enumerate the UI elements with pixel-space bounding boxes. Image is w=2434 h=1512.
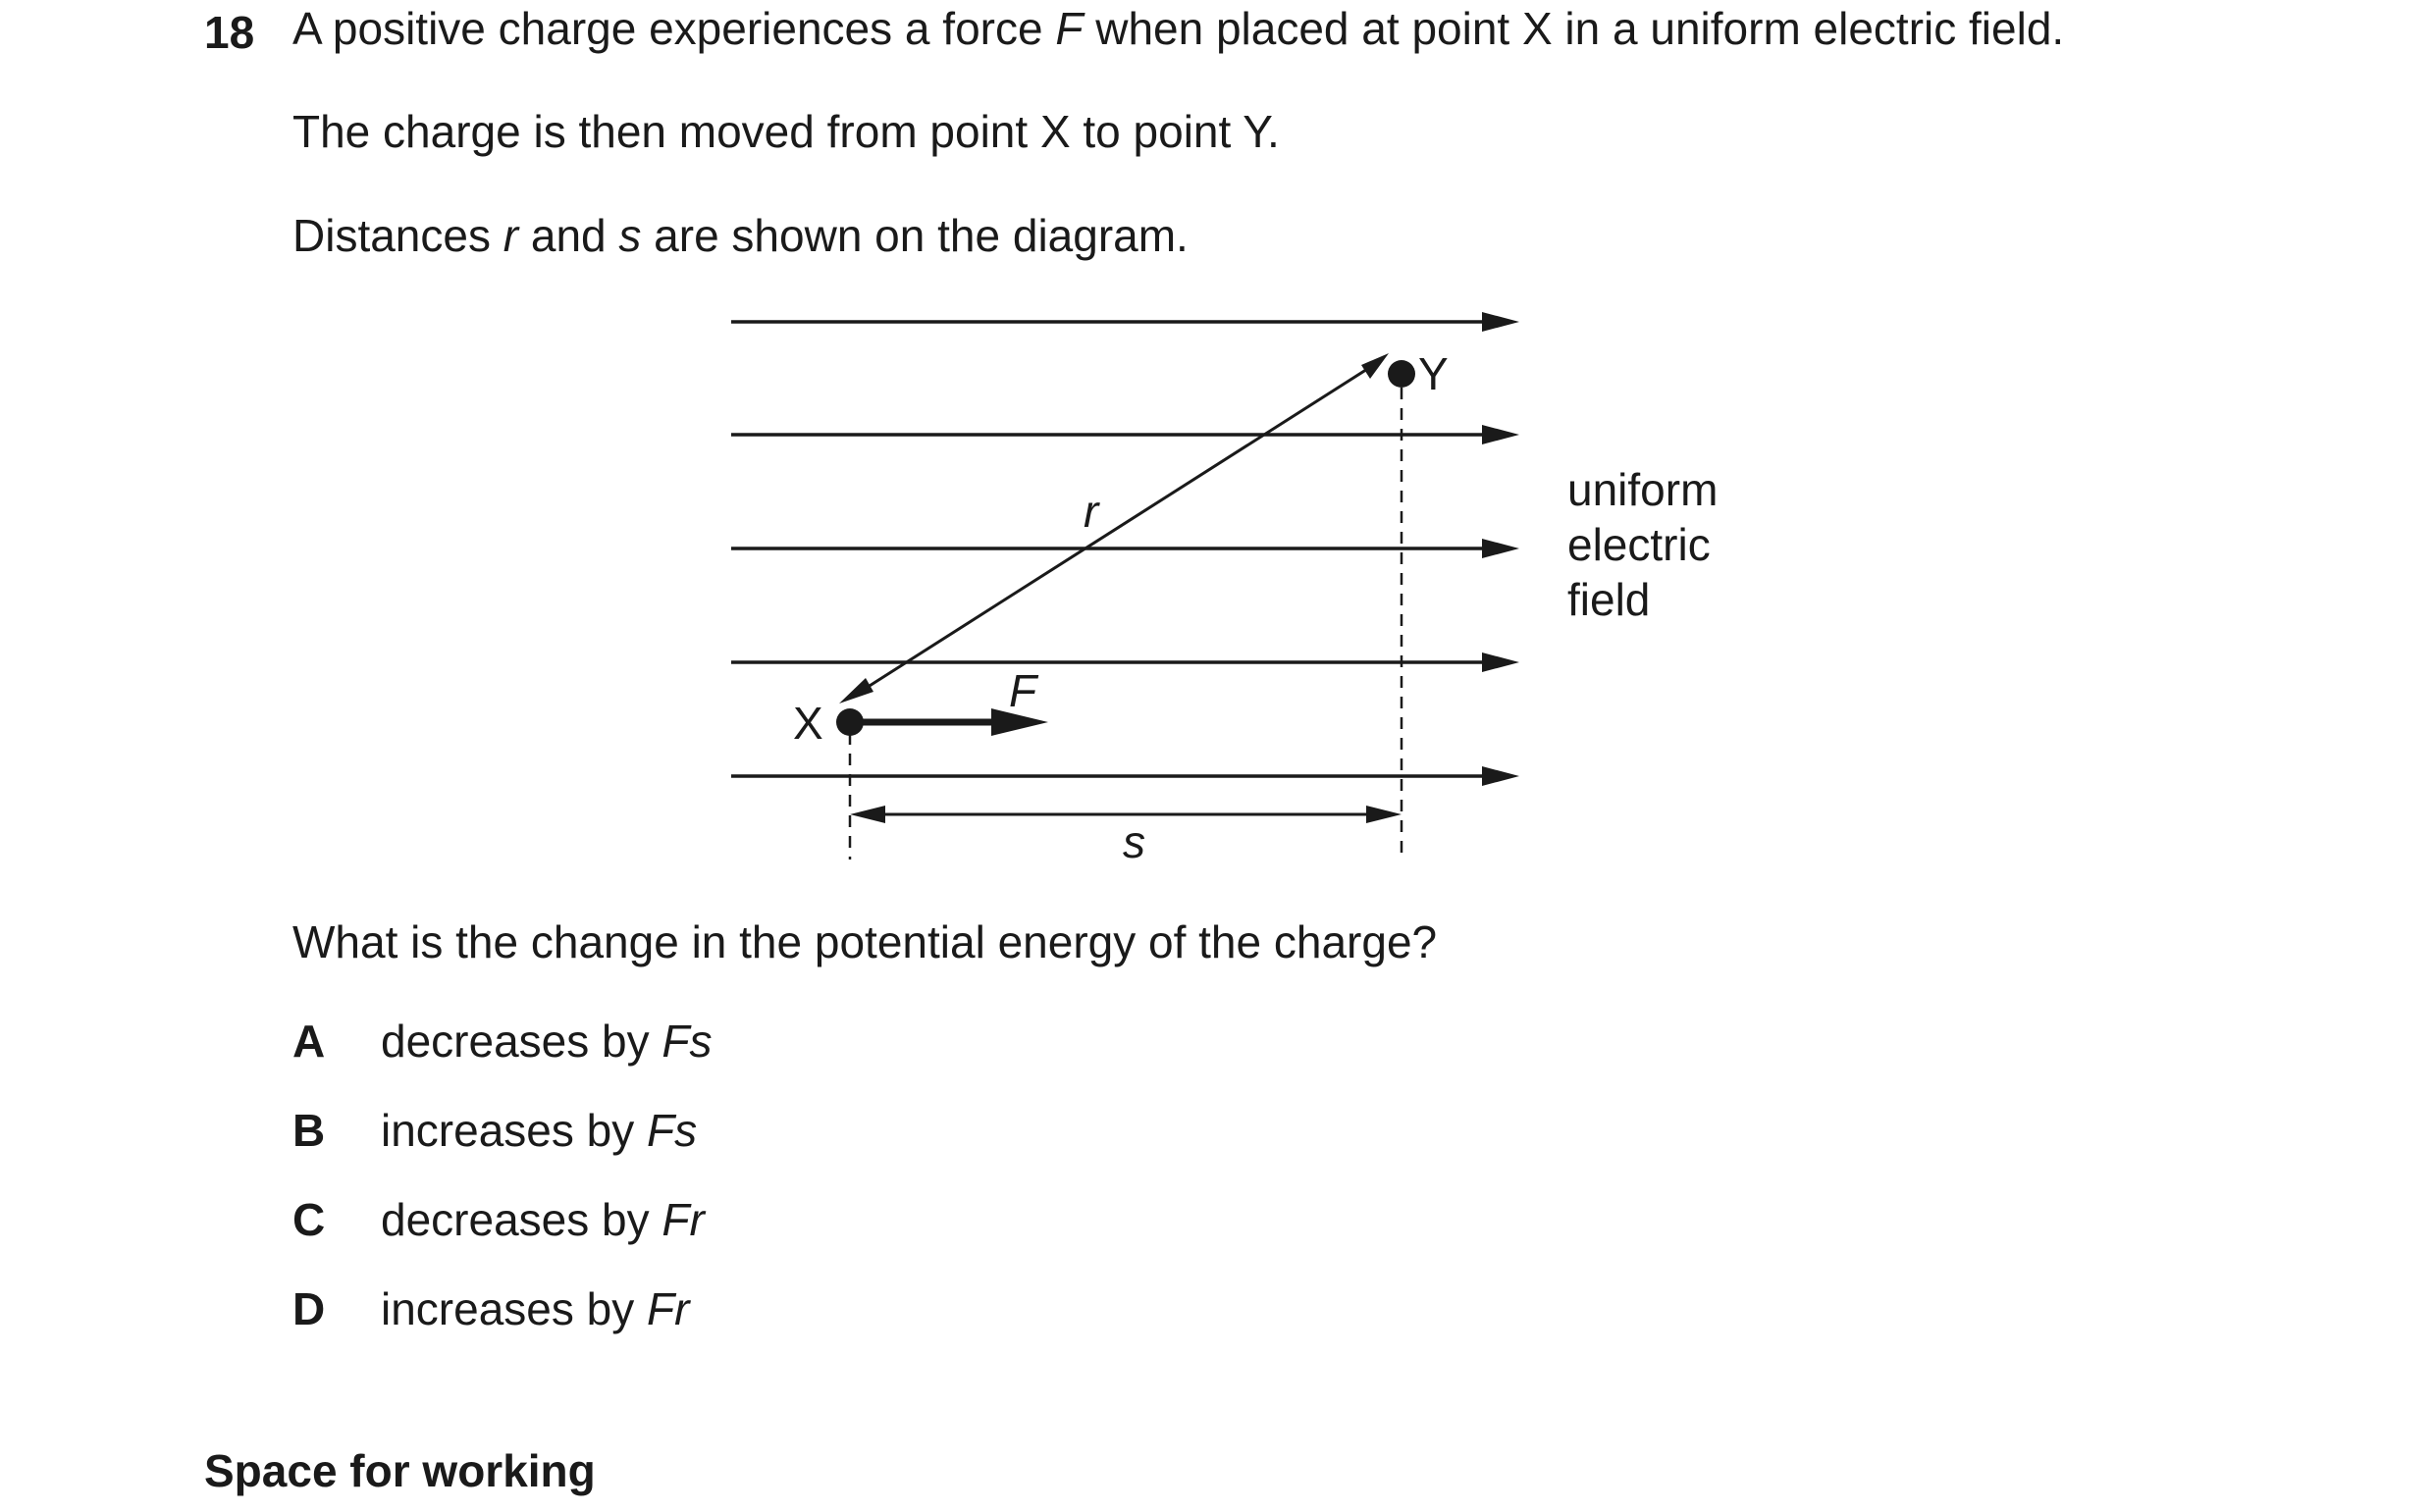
- option-c-text[interactable]: [381, 1194, 705, 1245]
- working-space-heading: Space for working: [204, 1445, 596, 1496]
- option-a-text[interactable]: [381, 1016, 713, 1067]
- s-arrowhead-left: [850, 806, 885, 823]
- distance-r-variable: r: [503, 210, 519, 261]
- question-line-3-start: Distances: [292, 210, 503, 261]
- question-number: 18: [204, 7, 255, 58]
- distance-s-variable: s: [618, 210, 642, 261]
- option-c-expression: Fr: [661, 1194, 705, 1245]
- option-d-expression: Fr: [647, 1283, 690, 1334]
- option-c-letter[interactable]: C: [292, 1194, 326, 1245]
- option-b-words: increases by: [381, 1105, 648, 1156]
- point-x-label: X: [793, 698, 823, 749]
- field-arrowhead: [1482, 539, 1519, 558]
- question-line-1-end: when placed at point X in a uniform electric field.: [1083, 3, 2065, 54]
- r-arrowhead-x: [839, 678, 873, 704]
- force-label: F: [1009, 665, 1037, 716]
- r-arrowhead-y: [1361, 353, 1389, 379]
- option-b-letter[interactable]: B: [292, 1105, 326, 1156]
- point-y-label: Y: [1418, 348, 1449, 399]
- question-line-1-start: A positive charge experiences a force: [292, 3, 1056, 54]
- question-prompt: What is the change in the potential energy of the charge?: [292, 916, 1438, 967]
- option-b-expression: Fs: [647, 1105, 698, 1156]
- option-c-words: decreases by: [381, 1194, 662, 1245]
- field-label-line-1: uniform: [1567, 464, 1719, 515]
- field-arrowhead: [1482, 652, 1519, 672]
- option-d-letter[interactable]: D: [292, 1283, 326, 1334]
- option-d-words: increases by: [381, 1283, 648, 1334]
- option-a-words: decreases by: [381, 1016, 662, 1067]
- field-arrowhead: [1482, 425, 1519, 444]
- field-arrowhead: [1482, 312, 1519, 332]
- question-line-3-end: are shown on the diagram.: [641, 210, 1189, 261]
- point-x-dot: [836, 708, 864, 736]
- distance-r-line: [862, 366, 1372, 691]
- point-y-dot: [1388, 360, 1415, 388]
- s-arrowhead-right: [1366, 806, 1402, 823]
- option-a-letter[interactable]: A: [292, 1016, 326, 1067]
- field-label-line-2: electric: [1567, 519, 1711, 570]
- field-label-line-3: field: [1567, 574, 1651, 625]
- force-variable: F: [1055, 3, 1084, 54]
- question-line-3-mid: and: [518, 210, 619, 261]
- option-a-expression: Fs: [661, 1016, 713, 1067]
- option-b-text[interactable]: [381, 1105, 698, 1156]
- distance-s-label: s: [1123, 816, 1145, 867]
- distance-r-label: r: [1084, 486, 1099, 537]
- option-d-text[interactable]: [381, 1283, 690, 1334]
- field-arrowhead: [1482, 766, 1519, 786]
- question-line-2: The charge is then moved from point X to point Y.: [292, 106, 1280, 157]
